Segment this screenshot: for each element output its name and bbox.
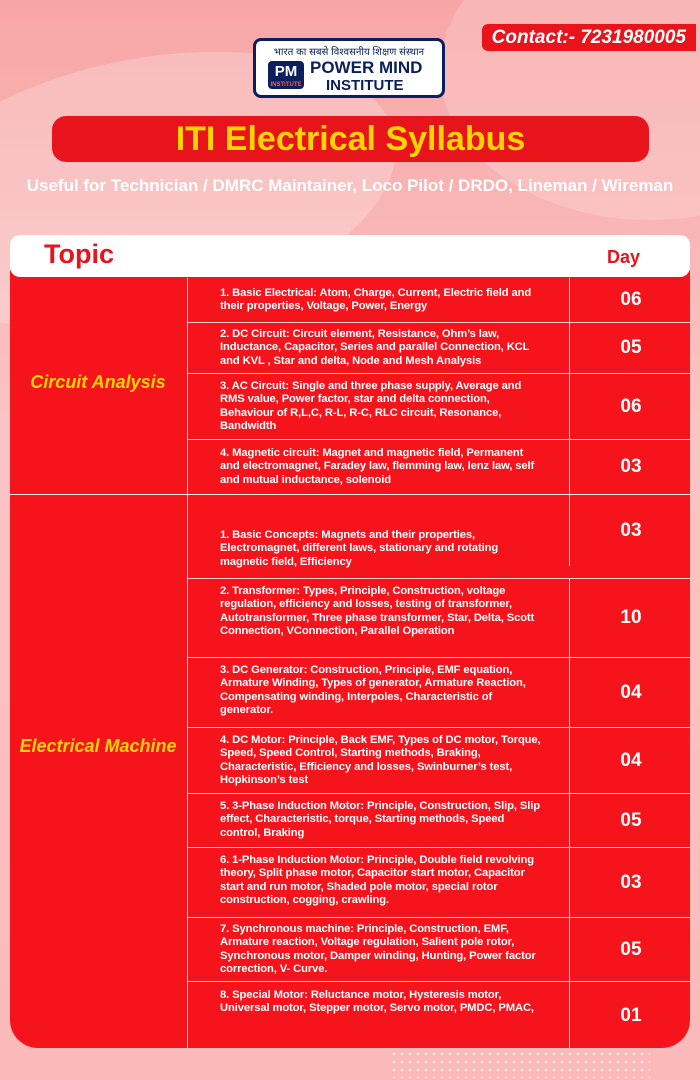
section-electrical-machine bbox=[10, 494, 690, 1048]
table-row bbox=[187, 981, 690, 1048]
table-row bbox=[187, 847, 690, 917]
section-circuit-analysis bbox=[10, 270, 690, 495]
row-topic: 8. Special Motor: Reluctance motor, Hysteresis motor, Universal motor, Stepper motor, Servo motor, PMDC, PMAC, bbox=[220, 989, 534, 1015]
row-topic: 4. DC Motor: Principle, Back EMF, Types of DC motor, Torque, Speed, Speed Control, Starting methods, Braking, Characteristic, Efficiency and losses, Swinburner’s test, Hopkinson’s test bbox=[220, 734, 541, 787]
row-topic: 3. AC Circuit: Single and three phase supply, Average and RMS value, Power factor, star and delta connection, Behaviour of R,L,C, R-L, R-C, RLC circuit, Resonance, Bandwidth bbox=[220, 380, 522, 433]
page-title: ITI Electrical Syllabus bbox=[52, 116, 649, 162]
dot-pattern-decoration bbox=[390, 1050, 650, 1078]
table-row bbox=[187, 373, 690, 439]
row-days: 05 bbox=[569, 918, 690, 981]
table-row bbox=[187, 657, 690, 727]
row-days: 03 bbox=[569, 848, 690, 917]
section-label: Electrical Machine bbox=[19, 735, 177, 756]
column-header-topic: Topic bbox=[44, 239, 114, 269]
table-row bbox=[187, 727, 690, 793]
table-row bbox=[187, 439, 690, 494]
logo-mark-icon bbox=[268, 61, 304, 89]
logo-mark-small: INSTITUTE bbox=[270, 82, 302, 88]
logo-tagline: भारत का सबसे विश्वसनीय शिक्षण संस्थान bbox=[273, 47, 425, 58]
table-row bbox=[187, 278, 690, 322]
row-days: 04 bbox=[569, 658, 690, 727]
logo-name: POWER MIND bbox=[310, 58, 423, 77]
logo-mark-text: PM bbox=[274, 63, 298, 80]
row-days: 05 bbox=[569, 794, 690, 847]
row-days: 01 bbox=[569, 982, 690, 1048]
page-subtitle: Useful for Technician / DMRC Maintainer, Loco Pilot / DRDO, Lineman / Wireman bbox=[26, 176, 674, 195]
row-topic: 2. DC Circuit: Circuit element, Resistance, Ohm’s law, Inductance, Capacitor, Series and parallel Connection, KCL and KVL , Star and delta, Node and Mesh Analysis bbox=[220, 328, 530, 367]
section-label: Circuit Analysis bbox=[30, 371, 166, 392]
row-days: 06 bbox=[569, 278, 690, 322]
institute-logo bbox=[253, 38, 445, 98]
column-header-day: Day bbox=[607, 247, 641, 267]
row-days: 06 bbox=[569, 374, 690, 439]
row-topic: 6. 1-Phase Induction Motor: Principle, Double field revolving theory, Split phase motor, Capacitor start motor, Capacitor start and run motor, Shaded pole motor, special rotor construction, cogging, crawling. bbox=[220, 854, 535, 907]
syllabus-table bbox=[10, 270, 690, 1048]
row-days: 10 bbox=[569, 579, 690, 657]
contact-badge: Contact:- 7231980005 bbox=[482, 24, 696, 51]
table-header bbox=[10, 235, 690, 277]
row-topic: 7. Synchronous machine: Principle, Construction, EMF, Armature reaction, Voltage regulation, Salient pole rotor, Synchronous motor, Damper winding, Hunting, Power factor correction, V- Curve. bbox=[220, 923, 536, 976]
row-topic: 2. Transformer: Types, Principle, Construction, voltage regulation, efficiency and losses, testing of transformer, Autotransformer, Three phase transformer, Star, Delta, Scott Connection, VConnection, Parallel Operation bbox=[220, 585, 535, 638]
row-days: 03 bbox=[569, 495, 690, 566]
row-topic: 5. 3-Phase Induction Motor: Principle, Construction, Slip, Slip effect, Characteristic, torque, Starting methods, Speed control, Braking bbox=[220, 800, 541, 839]
table-row bbox=[187, 793, 690, 847]
table-row bbox=[187, 322, 690, 373]
row-topic: 1. Basic Electrical: Atom, Charge, Current, Electric field and their properties, Voltage, Power, Energy bbox=[220, 287, 532, 313]
logo-sub: INSTITUTE bbox=[326, 77, 404, 94]
row-topic: 1. Basic Concepts: Magnets and their properties, Electromagnet, different laws, stationary and rotating magnetic field, Efficiency bbox=[220, 529, 499, 568]
row-topic: 3. DC Generator: Construction, Principle, EMF equation, Armature Winding, Types of generator, Armature Reaction, Compensating winding, Interpoles, Characteristic of generator. bbox=[220, 664, 526, 717]
table-row bbox=[187, 578, 690, 657]
row-days: 03 bbox=[569, 440, 690, 494]
row-days: 04 bbox=[569, 728, 690, 793]
row-days: 05 bbox=[569, 323, 690, 373]
table-row bbox=[187, 917, 690, 981]
table-row bbox=[187, 495, 690, 578]
row-topic: 4. Magnetic circuit: Magnet and magnetic field, Permanent and electromagnet, Faradey law, flemming law, lenz law, self and mutual inductance, solenoid bbox=[220, 447, 535, 486]
